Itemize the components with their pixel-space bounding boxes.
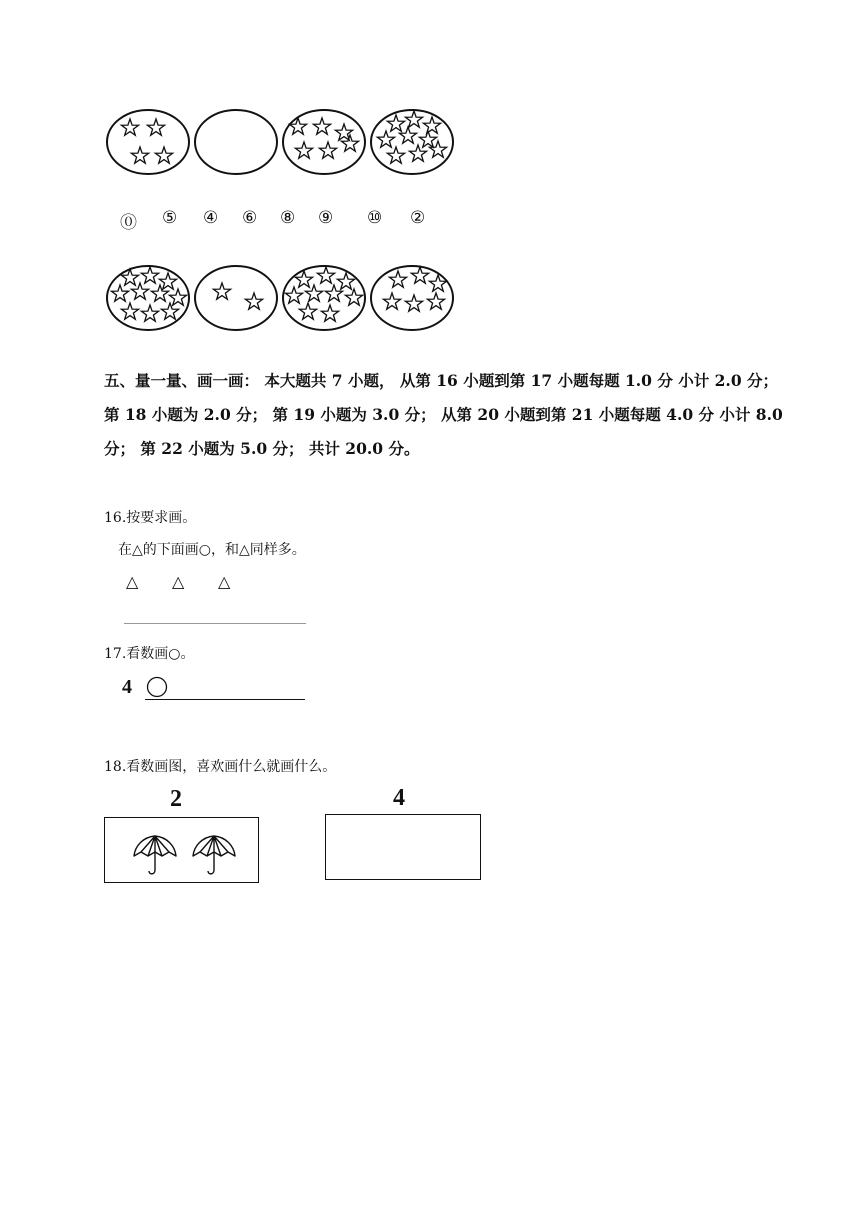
question-17-title: 17.看数画○。 <box>104 646 195 662</box>
box-2-number: 4 <box>393 785 405 811</box>
drawing-box[interactable] <box>325 814 481 880</box>
question-16-instruction: 在△的下面画○，和△同样多。 <box>118 542 306 558</box>
box-1-number: 2 <box>170 786 182 812</box>
answer-line[interactable] <box>145 699 305 700</box>
circled-number[interactable]: ④ <box>203 208 219 228</box>
number-label: 4 <box>122 676 132 698</box>
umbrella-icon <box>131 832 179 878</box>
circled-number[interactable]: ⑨ <box>318 208 334 228</box>
oval-5 <box>107 266 189 330</box>
question-16-title: 16.按要求画。 <box>104 510 197 526</box>
circled-number[interactable]: ⑩ <box>367 208 383 228</box>
section-heading: 五、量一量、画一画： 本大题共 7 小题， 从第 16 小题到第 17 小题每题 1.0 分 小计 2.0 分； 第 18 小题为 2.0 分； 第 19 小题为 3.0 分； 从第 20 小题到第 21 小题每题 4.0 分 小计 8.0 分； 第 22 小题为 5.0 分； 共计 20.0 分。 <box>104 371 783 458</box>
circle-icon <box>146 676 168 698</box>
oval-6 <box>195 266 277 330</box>
circled-number[interactable]: ⑥ <box>242 208 258 228</box>
umbrella-box <box>104 817 259 883</box>
circled-number[interactable]: ② <box>410 208 426 228</box>
triangle-icon: △ <box>126 572 139 591</box>
star-ovals-bottom-row <box>100 260 460 336</box>
oval-1 <box>107 110 189 174</box>
star-ovals-top-row <box>100 104 460 180</box>
umbrella-icon <box>190 832 238 878</box>
oval-4 <box>371 110 453 174</box>
oval-3 <box>283 110 365 174</box>
circled-number[interactable]: ⑧ <box>280 208 296 228</box>
triangle-icon: △ <box>218 572 231 591</box>
triangle-icon: △ <box>172 572 185 591</box>
circled-numbers-row <box>120 208 440 232</box>
question-18-title: 18.看数画图，喜欢画什么就画什么。 <box>104 759 337 775</box>
answer-line[interactable] <box>124 623 306 624</box>
oval-8 <box>371 266 453 330</box>
circled-number[interactable]: ⑤ <box>162 208 178 228</box>
circled-number[interactable]: ⓪ <box>120 213 137 233</box>
oval-2-empty <box>195 110 277 174</box>
oval-7 <box>283 266 365 330</box>
